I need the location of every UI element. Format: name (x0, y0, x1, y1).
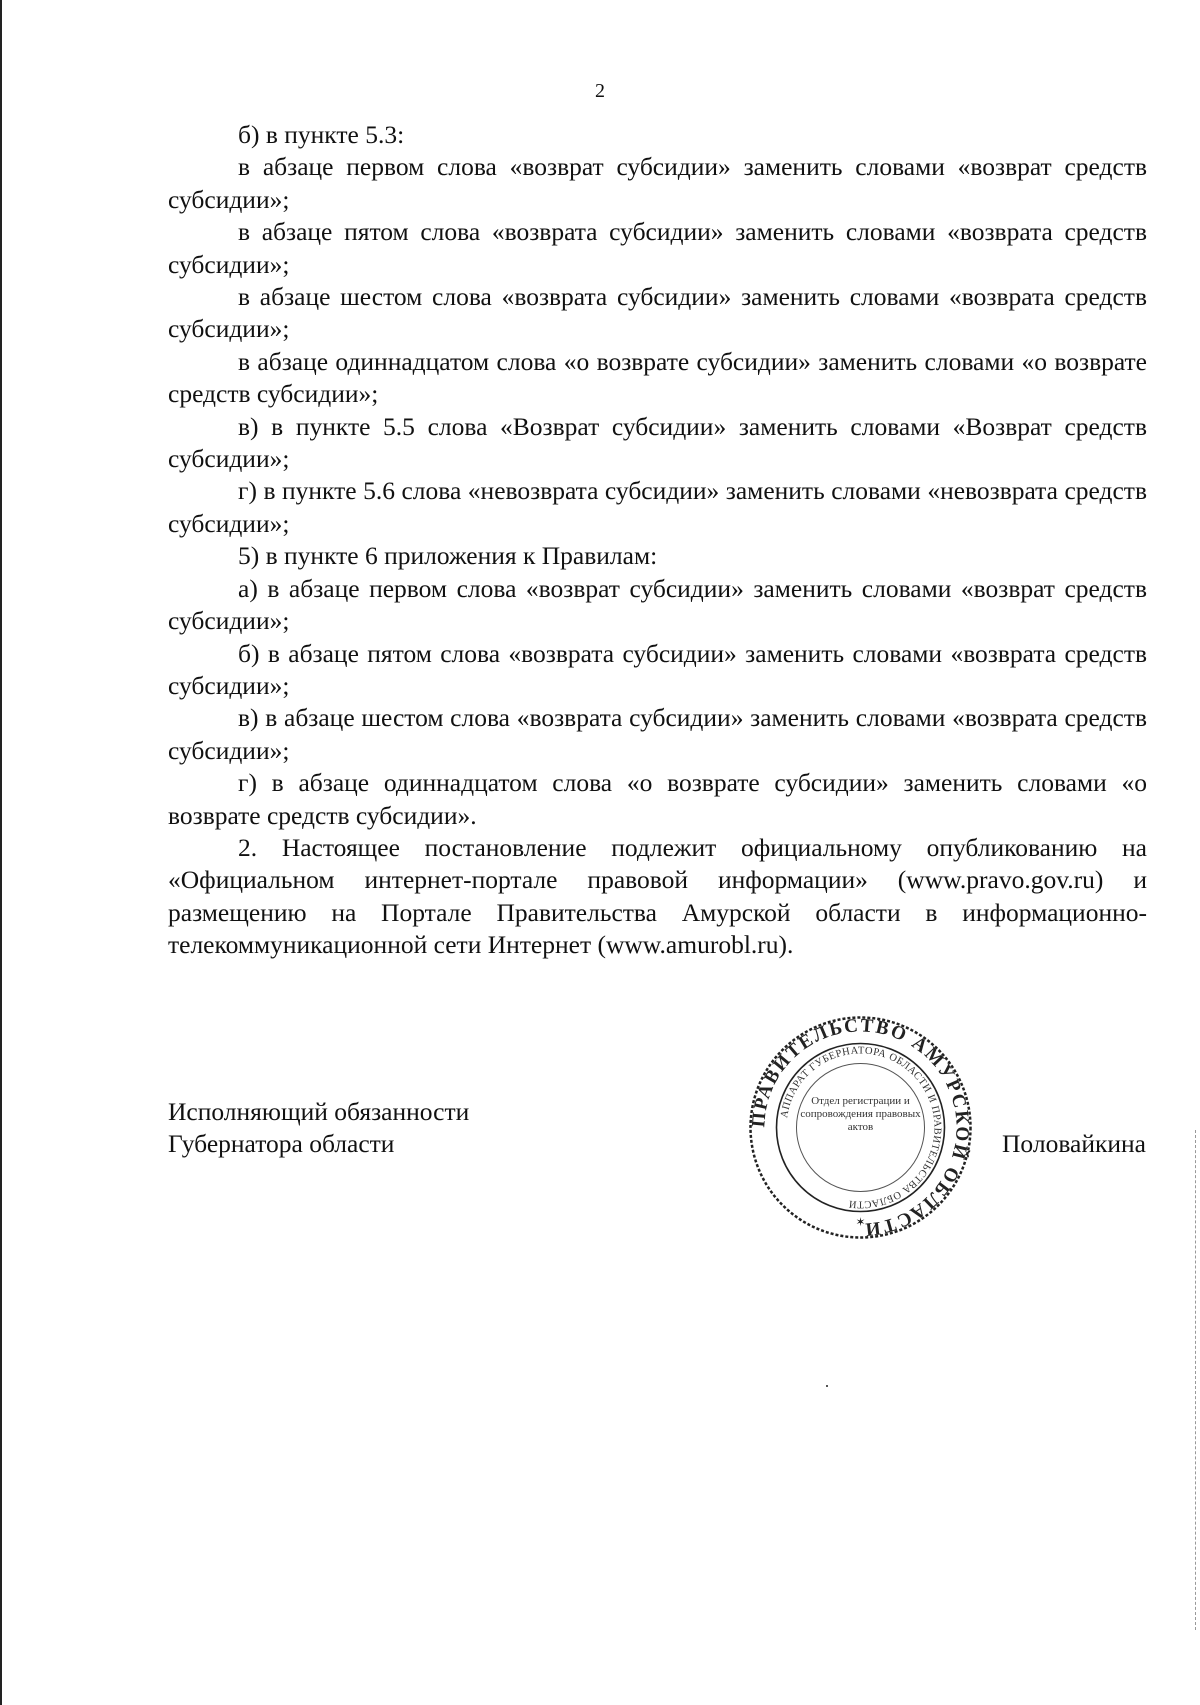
paragraph: 5) в пункте 6 приложения к Правилам: (238, 541, 658, 571)
signatory-name: Половайкина (1002, 1129, 1146, 1158)
paragraph: в абзаце первом слова «возврат субсидии» заменить словами «возврат средств субсидии»; (168, 152, 1147, 214)
scan-speck (826, 1385, 828, 1387)
seal-star-icon: ✶ (855, 1215, 866, 1229)
page-number: 2 (595, 80, 605, 102)
paragraph: 2. Настоящее постановление подлежит официальному опубликованию на «Официальном интернет-портале правовой информации» (www.pravo.gov.ru) и размещению на Портале Правительства Амурской области в информационно-телекоммуникационной сети Интернет (www.amurobl.ru). (168, 832, 1147, 960)
scan-edge-right (1194, 1130, 1196, 1630)
scan-edge (0, 0, 2, 1705)
paragraph: г) в пункте 5.6 слова «невозврата субсидии» заменить словами «невозврата средств субсидии»; (168, 476, 1147, 538)
signature-title-line: Губернатора области (168, 1129, 395, 1159)
paragraph: а) в абзаце первом слова «возврат субсидии» заменить словами «возврат средств субсидии»; (168, 573, 1147, 636)
official-seal (748, 1015, 973, 1240)
signature-title (168, 1096, 469, 1161)
paragraph: в абзаце пятом слова «возврата субсидии» заменить словами «возврата средств субсидии»; (168, 217, 1147, 279)
paragraph: в абзаце шестом слова «возврата субсидии» заменить словами «возврата средств субсидии»; (168, 282, 1147, 344)
seal-center-text: Отдел регистрации и сопровождения правовых актов (800, 1095, 921, 1133)
seal-inner-text: АППАРАТ ГУБЕРНАТОРА ОБЛАСТИ И ПРАВИТЕЛЬСТВА ОБЛАСТИ (779, 1045, 943, 1210)
paragraph: б) в абзаце пятом слова «возврата субсидии» заменить словами «возврата средств субсидии»; (168, 638, 1147, 700)
paragraph: г) в абзаце одиннадцатом слова «о возврате субсидии» заменить словами «о возврате средств субсидии». (168, 768, 1147, 830)
document-body (168, 119, 1147, 962)
paragraph: в) в абзаце шестом слова «возврата субсидии» заменить словами «возврата средств субсидии»; (168, 703, 1147, 765)
paragraph: б) в пункте 5.3: (238, 120, 405, 149)
paragraph: в) в пункте 5.5 слова «Возврат субсидии» заменить словами «Возврат средств субсидии»; (168, 411, 1147, 474)
seal-outer-text: ПРАВИТЕЛЬСТВО АМУРСКОЙ ОБЛАСТИ (748, 1015, 973, 1240)
signature-title-line: Исполняющий обязанности (168, 1097, 470, 1126)
paragraph: в абзаце одиннадцатом слова «о возврате субсидии» заменить словами «о возврате средств субсидии»; (168, 346, 1147, 409)
